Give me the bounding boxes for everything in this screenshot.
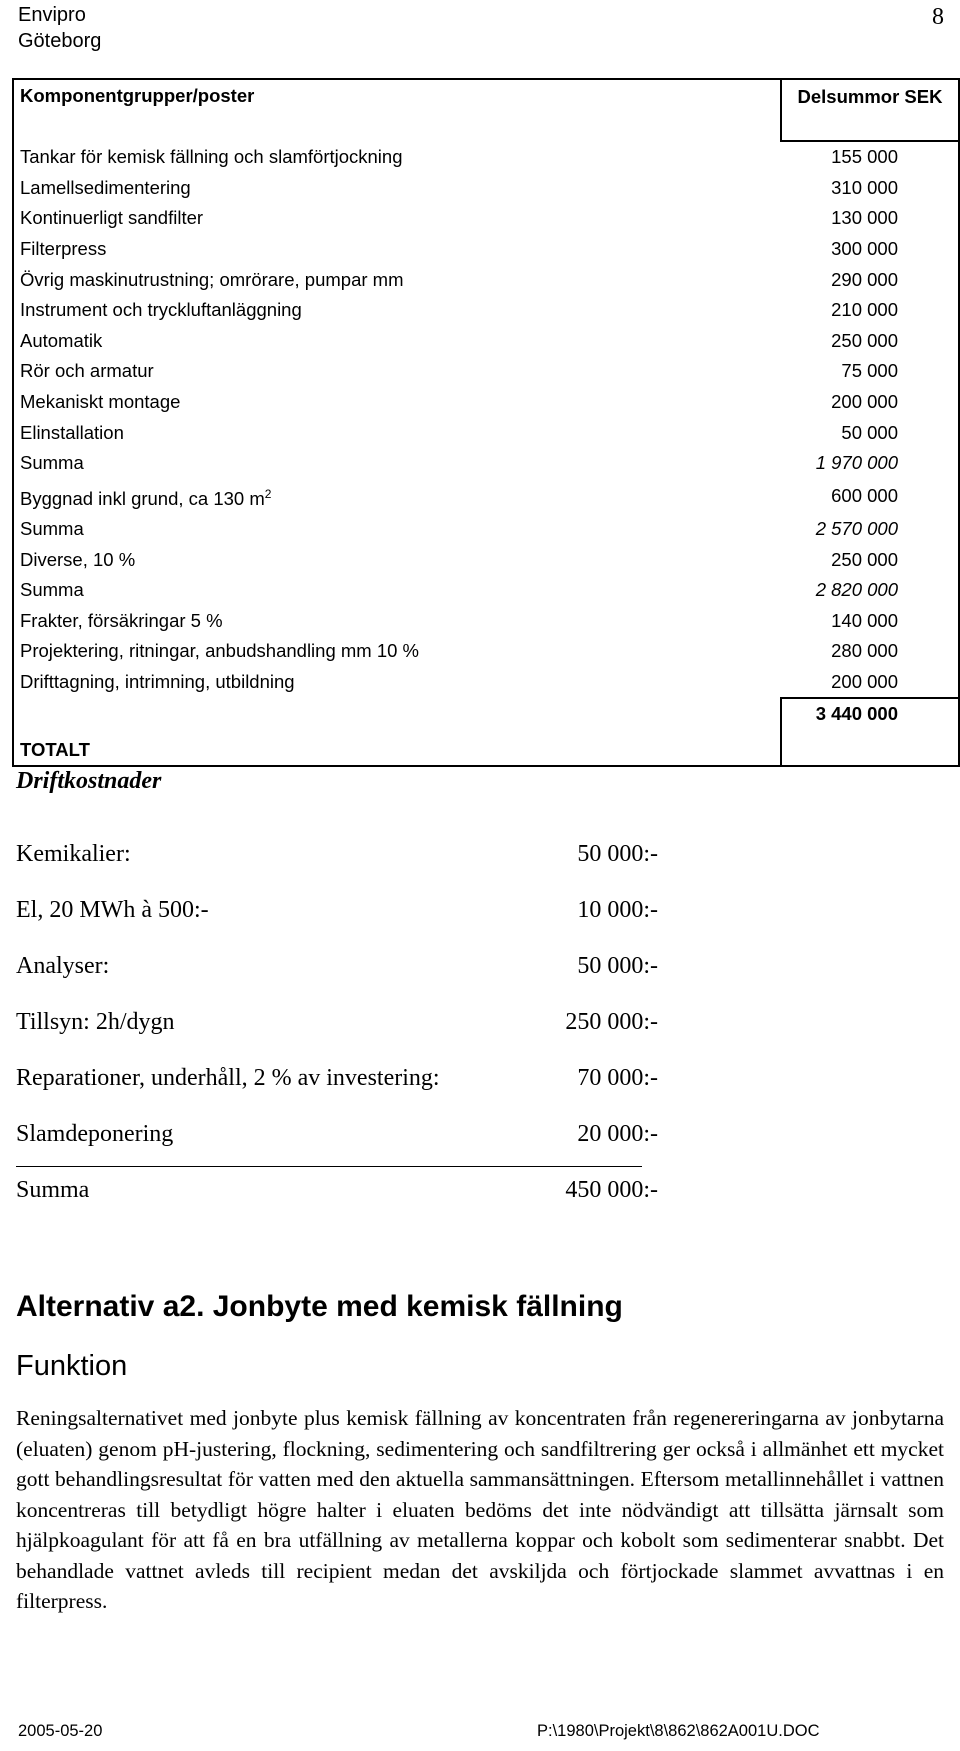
operating-cost-value: 70 000:- <box>577 1065 658 1091</box>
row-amount: 1 970 000 <box>781 448 959 479</box>
table-row <box>13 575 959 606</box>
operating-cost-label: Summa <box>16 1177 90 1203</box>
table-row <box>13 514 959 545</box>
operating-costs-heading: Driftkostnader <box>16 768 162 794</box>
table-row <box>13 234 959 265</box>
operating-costs-underline <box>16 1166 642 1167</box>
table-row <box>13 605 959 636</box>
table-row <box>13 326 959 357</box>
table-row <box>13 544 959 575</box>
row-label: Summa <box>13 448 781 479</box>
row-label: Diverse, 10 % <box>13 544 781 575</box>
row-label: Frakter, försäkringar 5 % <box>13 605 781 636</box>
cost-table-body <box>13 141 959 766</box>
row-amount: 210 000 <box>781 295 959 326</box>
table-row <box>13 417 959 448</box>
row-amount: 2 570 000 <box>781 514 959 545</box>
row-label: Projektering, ritningar, anbudshandling mm 10 % <box>13 636 781 667</box>
row-label: Byggnad inkl grund, ca 130 $m^2$ <box>13 479 781 514</box>
row-label: Kontinuerligt sandfilter <box>13 203 781 234</box>
row-amount: 130 000 <box>781 203 959 234</box>
row-amount: 300 000 <box>781 234 959 265</box>
row-label: Summa <box>13 514 781 545</box>
row-amount: 140 000 <box>781 605 959 636</box>
row-label: Rör och armatur <box>13 356 781 387</box>
operating-cost-value: 50 000:- <box>577 841 658 867</box>
operating-cost-value: 10 000:- <box>577 897 658 923</box>
cost-table <box>12 78 960 767</box>
table-row <box>13 264 959 295</box>
row-amount: 200 000 <box>781 387 959 418</box>
operating-cost-value: 250 000:- <box>565 1009 658 1035</box>
superscript: 2 <box>264 486 272 501</box>
operating-cost-label: El, 20 MWh à 500:- <box>16 897 209 923</box>
table-row <box>13 173 959 204</box>
company-name: Envipro <box>18 4 86 26</box>
table-row <box>13 479 959 514</box>
table-row <box>13 448 959 479</box>
total-label: TOTALT <box>13 698 781 766</box>
table-row <box>13 356 959 387</box>
row-label: Mekaniskt montage <box>13 387 781 418</box>
row-label: Automatik <box>13 326 781 357</box>
row-label: Tankar för kemisk fällning och slamförtjockning <box>13 141 781 173</box>
table-row <box>13 295 959 326</box>
row-amount: 600 000 <box>781 479 959 514</box>
operating-cost-label: Kemikalier: <box>16 841 131 867</box>
row-label: Övrig maskinutrustning; omrörare, pumpar mm <box>13 264 781 295</box>
section-heading: Alternativ a2. Jonbyte med kemisk fällning <box>16 1290 623 1323</box>
page-header-company <box>18 2 101 54</box>
row-label: Summa <box>13 575 781 606</box>
row-amount: 290 000 <box>781 264 959 295</box>
row-label: Lamellsedimentering <box>13 173 781 204</box>
row-amount: 155 000 <box>781 141 959 173</box>
operating-cost-label: Tillsyn: 2h/dygn <box>16 1009 175 1035</box>
operating-cost-value: 450 000:- <box>565 1177 658 1203</box>
row-amount: 200 000 <box>781 667 959 699</box>
cost-table-header <box>13 79 959 141</box>
row-label: Drifttagning, intrimning, utbildning <box>13 667 781 699</box>
operating-cost-value: 50 000:- <box>577 953 658 979</box>
operating-cost-label: Analyser: <box>16 953 110 979</box>
page-number: 8 <box>932 4 944 30</box>
row-amount: 2 820 000 <box>781 575 959 606</box>
operating-cost-label: Slamdeponering <box>16 1121 174 1147</box>
row-amount: 280 000 <box>781 636 959 667</box>
row-amount: 50 000 <box>781 417 959 448</box>
row-amount: 310 000 <box>781 173 959 204</box>
table-row <box>13 141 959 173</box>
table-row <box>13 636 959 667</box>
operating-cost-label: Reparationer, underhåll, 2 % av investering: <box>16 1065 440 1091</box>
total-amount: 3 440 000 <box>781 698 959 766</box>
total-row <box>13 698 959 766</box>
row-label: Instrument och tryckluftanläggning <box>13 295 781 326</box>
table-row <box>13 667 959 699</box>
table-row <box>13 387 959 418</box>
col-header-items: Komponentgrupper/poster <box>13 79 781 141</box>
footer-date: 2005-05-20 <box>18 1722 103 1740</box>
row-amount: 75 000 <box>781 356 959 387</box>
section-subheading: Funktion <box>16 1350 128 1382</box>
table-row <box>13 203 959 234</box>
row-amount: 250 000 <box>781 326 959 357</box>
footer-file-path: P:\1980\Projekt\8\862\862A001U.DOC <box>537 1722 820 1740</box>
row-label: Filterpress <box>13 234 781 265</box>
row-amount: 250 000 <box>781 544 959 575</box>
company-city: Göteborg <box>18 30 102 52</box>
section-body-text: Reningsalternativet med jonbyte plus kemisk fällning av koncentraten från regenereringarna av jonbytarna (eluaten) genom pH-justering, flockning, sedimentering och sandfiltrering ger också i allmänhet ett mycket gott behandlingsresultat för vatten med den aktuella sammansättningen. Eftersom metallinnehållet i vattnen koncentreras till betydligt högre halter i eluaten bedöms det inte nödvändigt att tillsätta järnsalt som hjälpkoagulant för att få en bra utfällning av metallerna koppar och kobolt som sedimenterar snabbt. Det behandlade vattnet avleds till recipient medan det avskiljda och förtjockade slammet avvattnas i en filterpress. <box>16 1406 944 1613</box>
row-label: Elinstallation <box>13 417 781 448</box>
operating-cost-value: 20 000:- <box>577 1121 658 1147</box>
col-header-subtotals: Delsummor SEK <box>781 79 959 141</box>
